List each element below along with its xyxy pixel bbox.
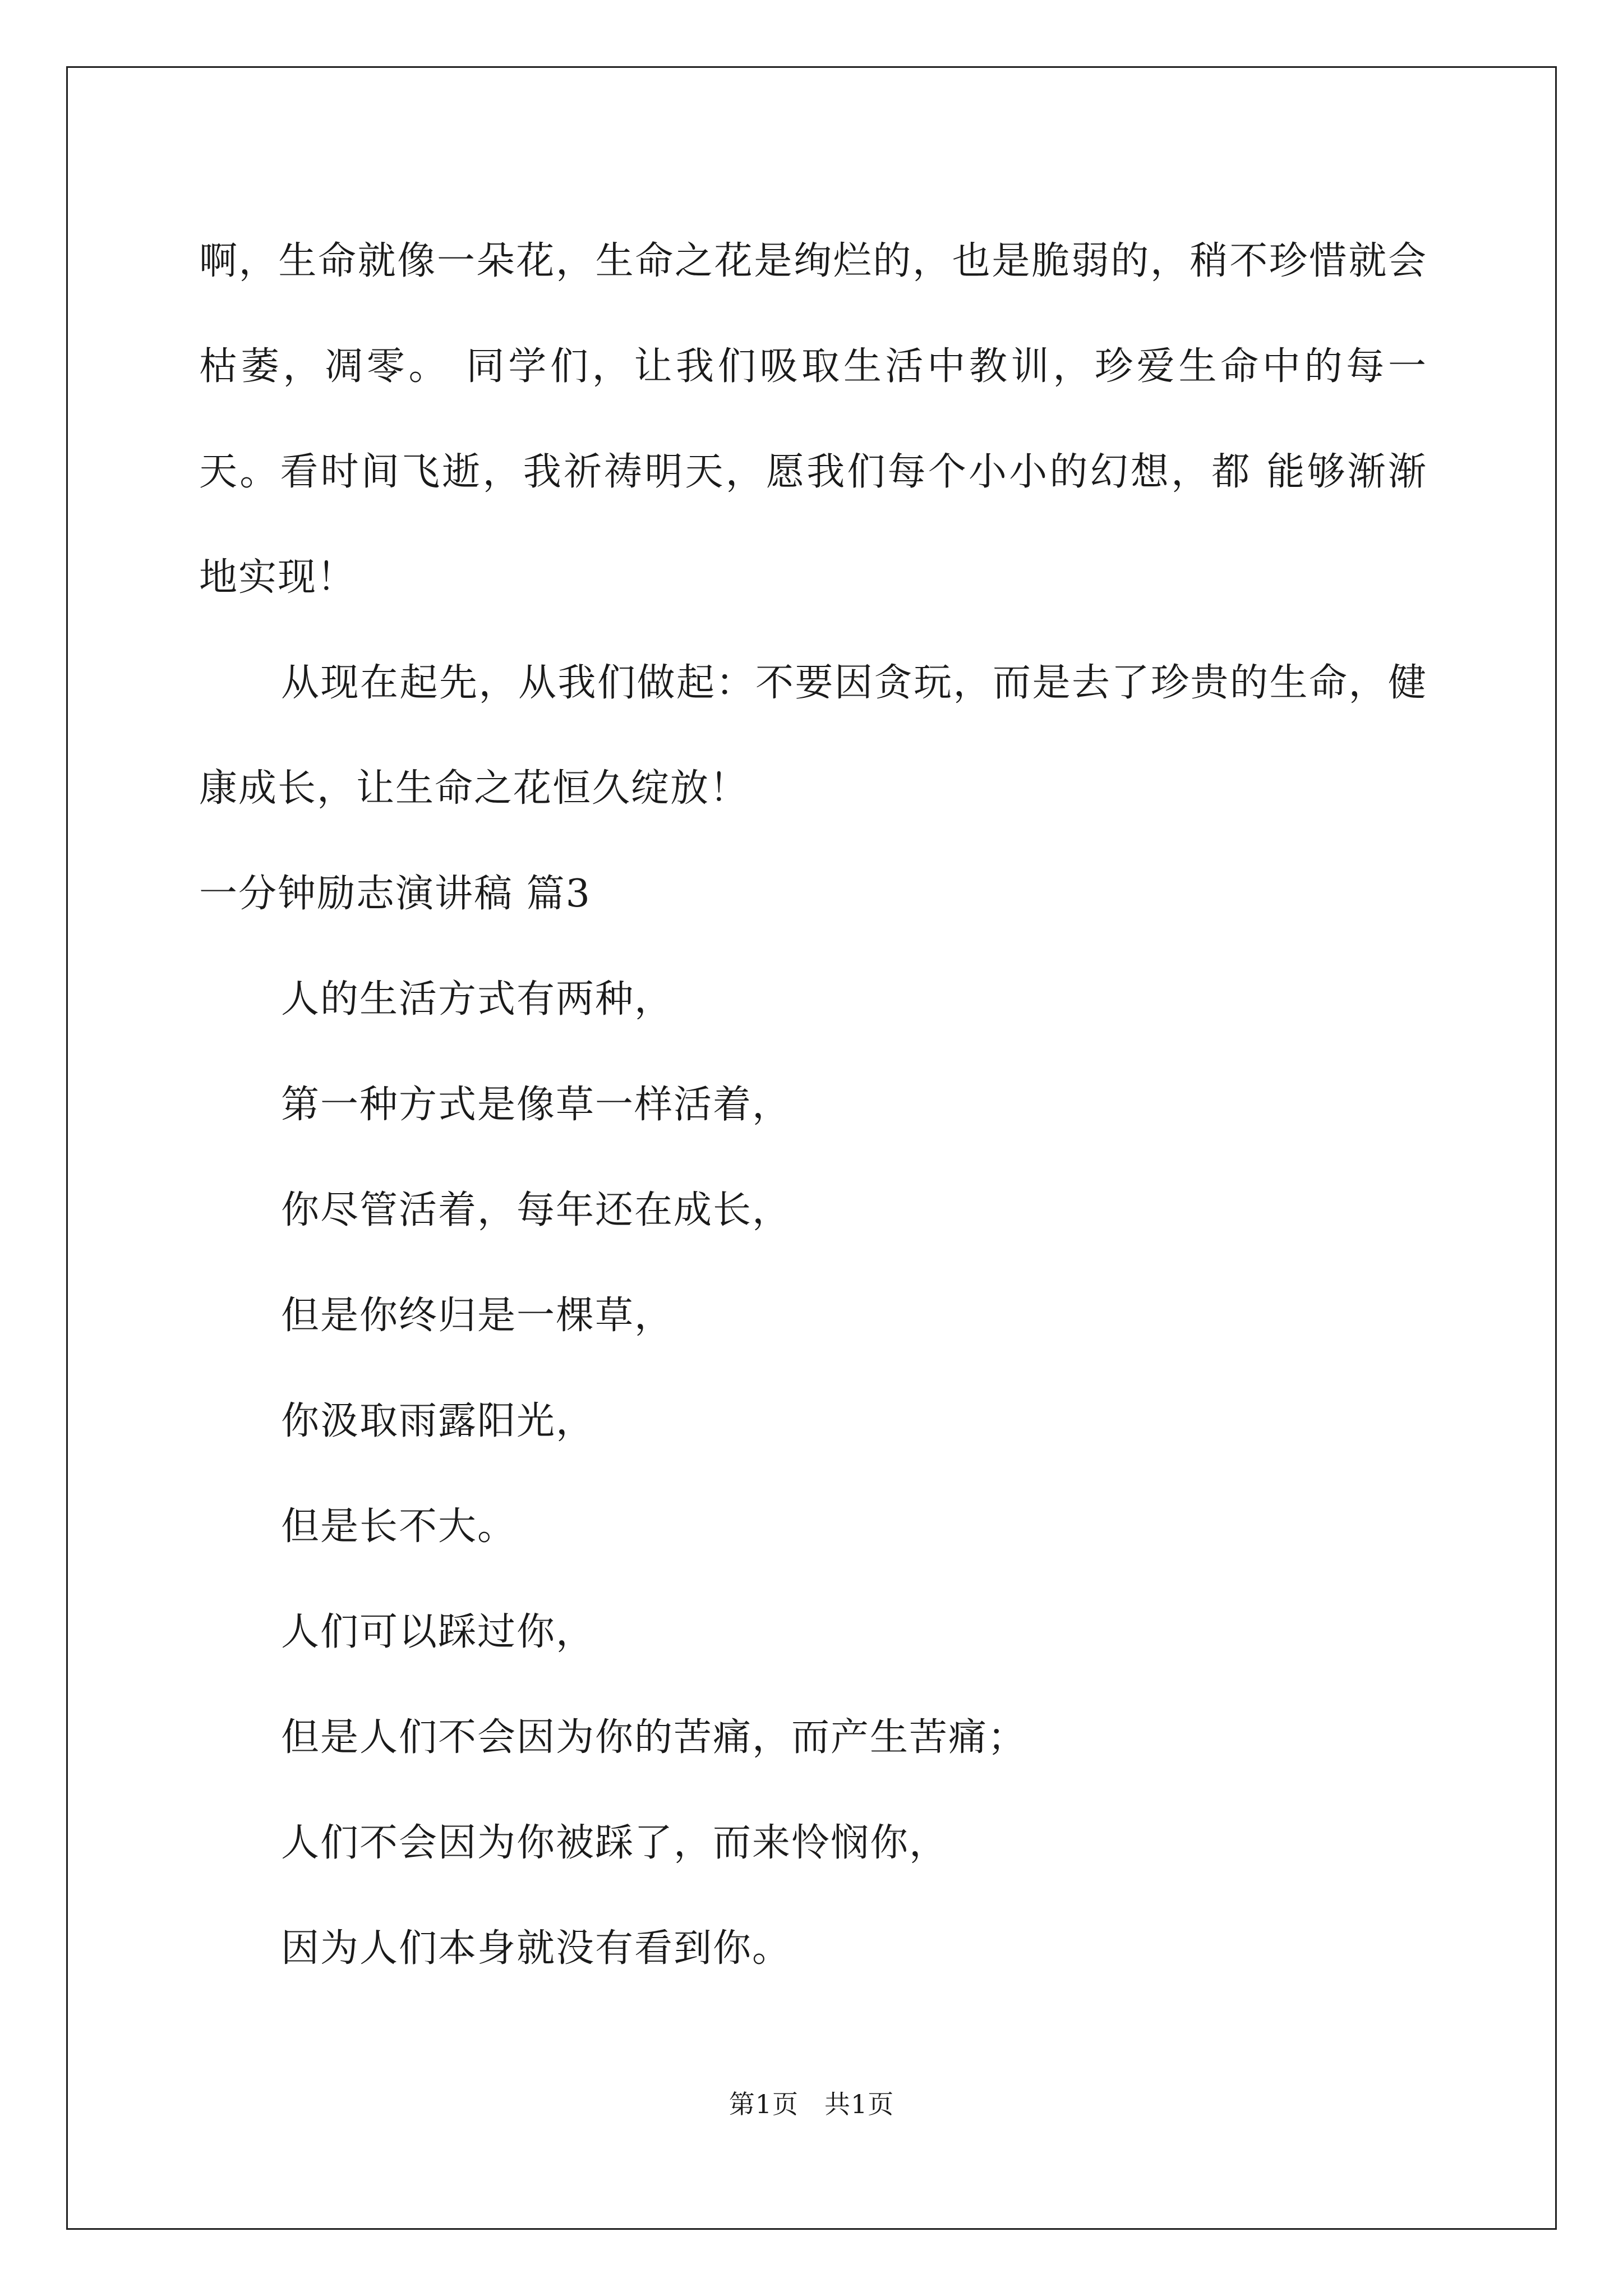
poem-line: 人们可以踩过你，	[281, 1610, 596, 1654]
poem-line: 你汲取雨露阳光，	[281, 1399, 596, 1443]
poem-line: 人们不会因为你被踩了，而来怜悯你，	[281, 1821, 949, 1865]
poem-line: 但是长不大。	[281, 1504, 517, 1549]
poem-line: 人的生活方式有两种，	[281, 977, 674, 1022]
paragraph-2: 从现在起先，从我们做起：不要因贪玩，而是去了珍贵的生命，健康成长，让生命之花恒久绽放！	[199, 661, 1427, 811]
poem-line: 但是你终归是一棵草，	[281, 1294, 674, 1338]
page-footer	[0, 2084, 1623, 2121]
paragraph-1: 啊，生命就像一朵花，生命之花是绚烂的，也是脆弱的，稍不珍惜就会枯萎，凋零。 同学们，让我们吸取生活中教训，珍爱生命中的每一天。看时间飞逝，我祈祷明天，愿我们每个小小的幻想，都 能够渐渐地实现！	[199, 239, 1427, 600]
document-body	[199, 209, 1427, 2001]
section-heading: 一分钟励志演讲稿 篇3	[199, 872, 591, 916]
poem-line: 但是人们不会因为你的苦痛，而产生苦痛；	[281, 1715, 1027, 1760]
page-number-total: 共1页	[824, 2089, 895, 2119]
poem-line: 因为人们本身就没有看到你。	[281, 1926, 792, 1971]
poem-line: 第一种方式是像草一样活着，	[281, 1083, 792, 1127]
page-number-current: 第1页	[728, 2089, 799, 2119]
poem-line: 你尽管活着，每年还在成长，	[281, 1188, 792, 1232]
